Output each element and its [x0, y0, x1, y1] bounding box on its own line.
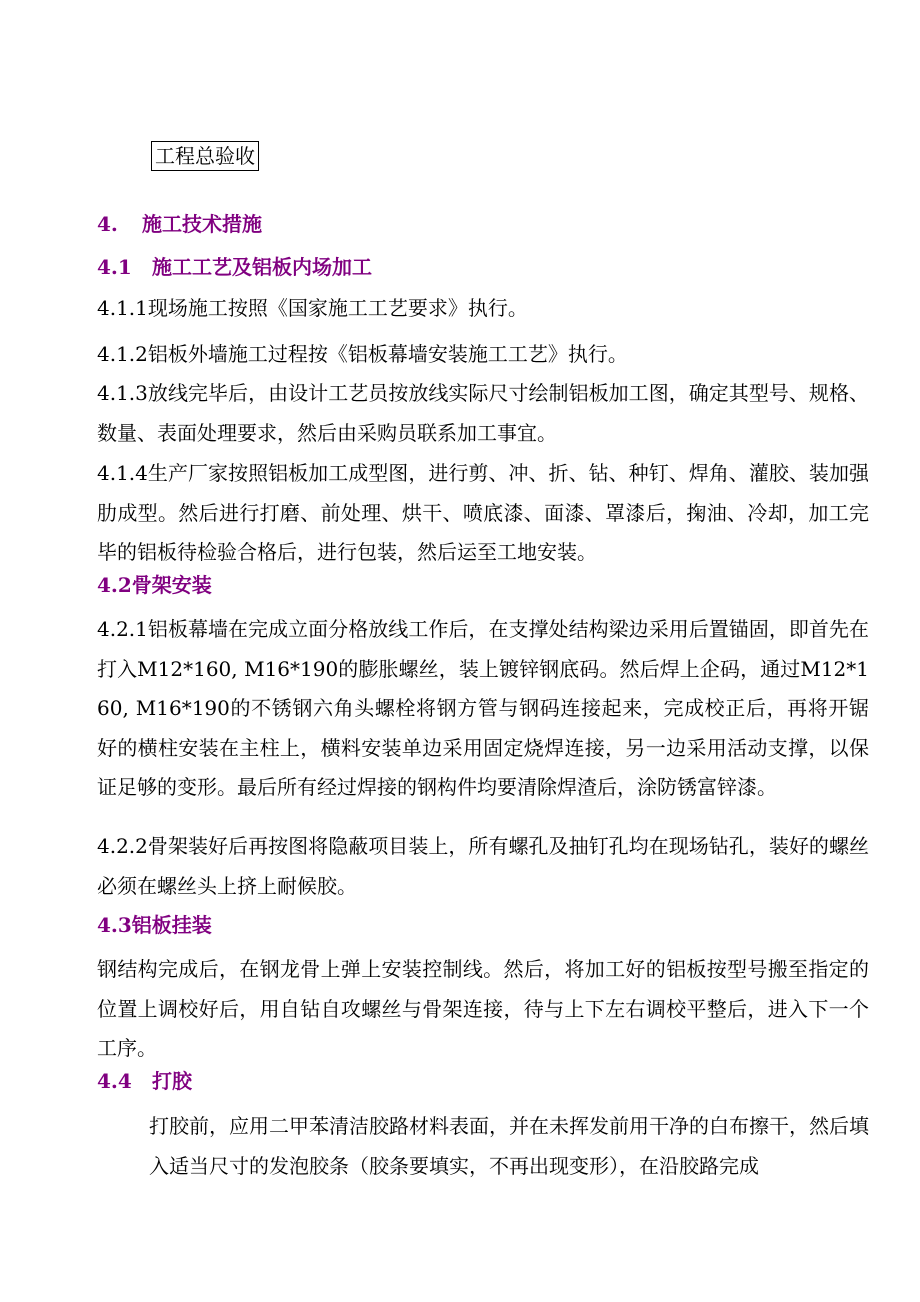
paragraph-4-1-3: 4.1.3放线完毕后，由设计工艺员按放线实际尺寸绘制铝板加工图，确定其型号、规格、数量、表面处理要求，然后由采购员联系加工事宜。: [97, 381, 869, 445]
paragraph-4-3: 钢结构完成后，在钢龙骨上弹上安装控制线。然后，将加工好的铝板按型号搬至指定的位置上调校好后，用自钻自攻螺丝与骨架连接，待与上下左右调校平整后，进入下一个工序。: [97, 957, 869, 1060]
paragraph-4-1-1: 4.1.1现场施工按照《国家施工工艺要求》执行。: [97, 296, 528, 320]
section-title: 打胶: [152, 1069, 192, 1093]
section-heading-4: [97, 211, 262, 237]
section-heading-4-1: [97, 254, 372, 280]
section-title: 施工技术措施: [142, 212, 262, 236]
paragraph-4-4: 打胶前，应用二甲苯清洁胶路材料表面，并在未挥发前用干净的白布擦干，然后填入适当尺寸的发泡胶条（胶条要填实，不再出现变形），在沿胶路完成: [149, 1114, 869, 1178]
section-number: 4.: [97, 212, 118, 236]
paragraph-4-1-4: 4.1.4生产厂家按照铝板加工成型图，进行剪、冲、折、钻、种钉、焊角、灌胶、装加强肋成型。然后进行打磨、前处理、烘干、喷底漆、面漆、罩漆后，掬油、冷却，加工完毕的铝板待检验合格后，进行包装，然后运至工地安装。: [97, 461, 869, 564]
flowchart-box-final-acceptance: 工程总验收: [151, 141, 259, 171]
section-heading-4-4: [97, 1068, 192, 1094]
paragraph-4-2-2: 4.2.2骨架装好后再按图将隐蔽项目装上，所有螺孔及抽钉孔均在现场钻孔，装好的螺丝必须在螺丝头上挤上耐候胶。: [97, 834, 869, 898]
paragraph-4-2-1: 4.2.1铝板幕墙在完成立面分格放线工作后，在支撑处结构梁边采用后置锚固，即首先在打入M12*160, M16*190的膨胀螺丝，装上镀锌钢底码。然后焊上企码，通过M12*160, M16*190的不锈钢六角头螺栓将钢方管与钢码连接起来，完成校正后，再将开锯好的横柱安装在主柱上，横料安装单边采用固定烧焊连接，另一边采用活动支撑，以保证足够的变形。最后所有经过焊接的钢构件均要清除焊渣后，涂防锈富锌漆。: [97, 617, 869, 799]
section-heading-4-2: 4.2骨架安装: [97, 573, 212, 597]
section-number: 4.4: [97, 1069, 132, 1093]
section-title: 施工工艺及铝板内场加工: [152, 255, 372, 279]
paragraph-4-1-2: 4.1.2铝板外墙施工过程按《铝板幕墙安装施工工艺》执行。: [97, 342, 628, 366]
section-number: 4.1: [97, 255, 132, 279]
section-heading-4-3: 4.3铝板挂装: [97, 913, 212, 937]
